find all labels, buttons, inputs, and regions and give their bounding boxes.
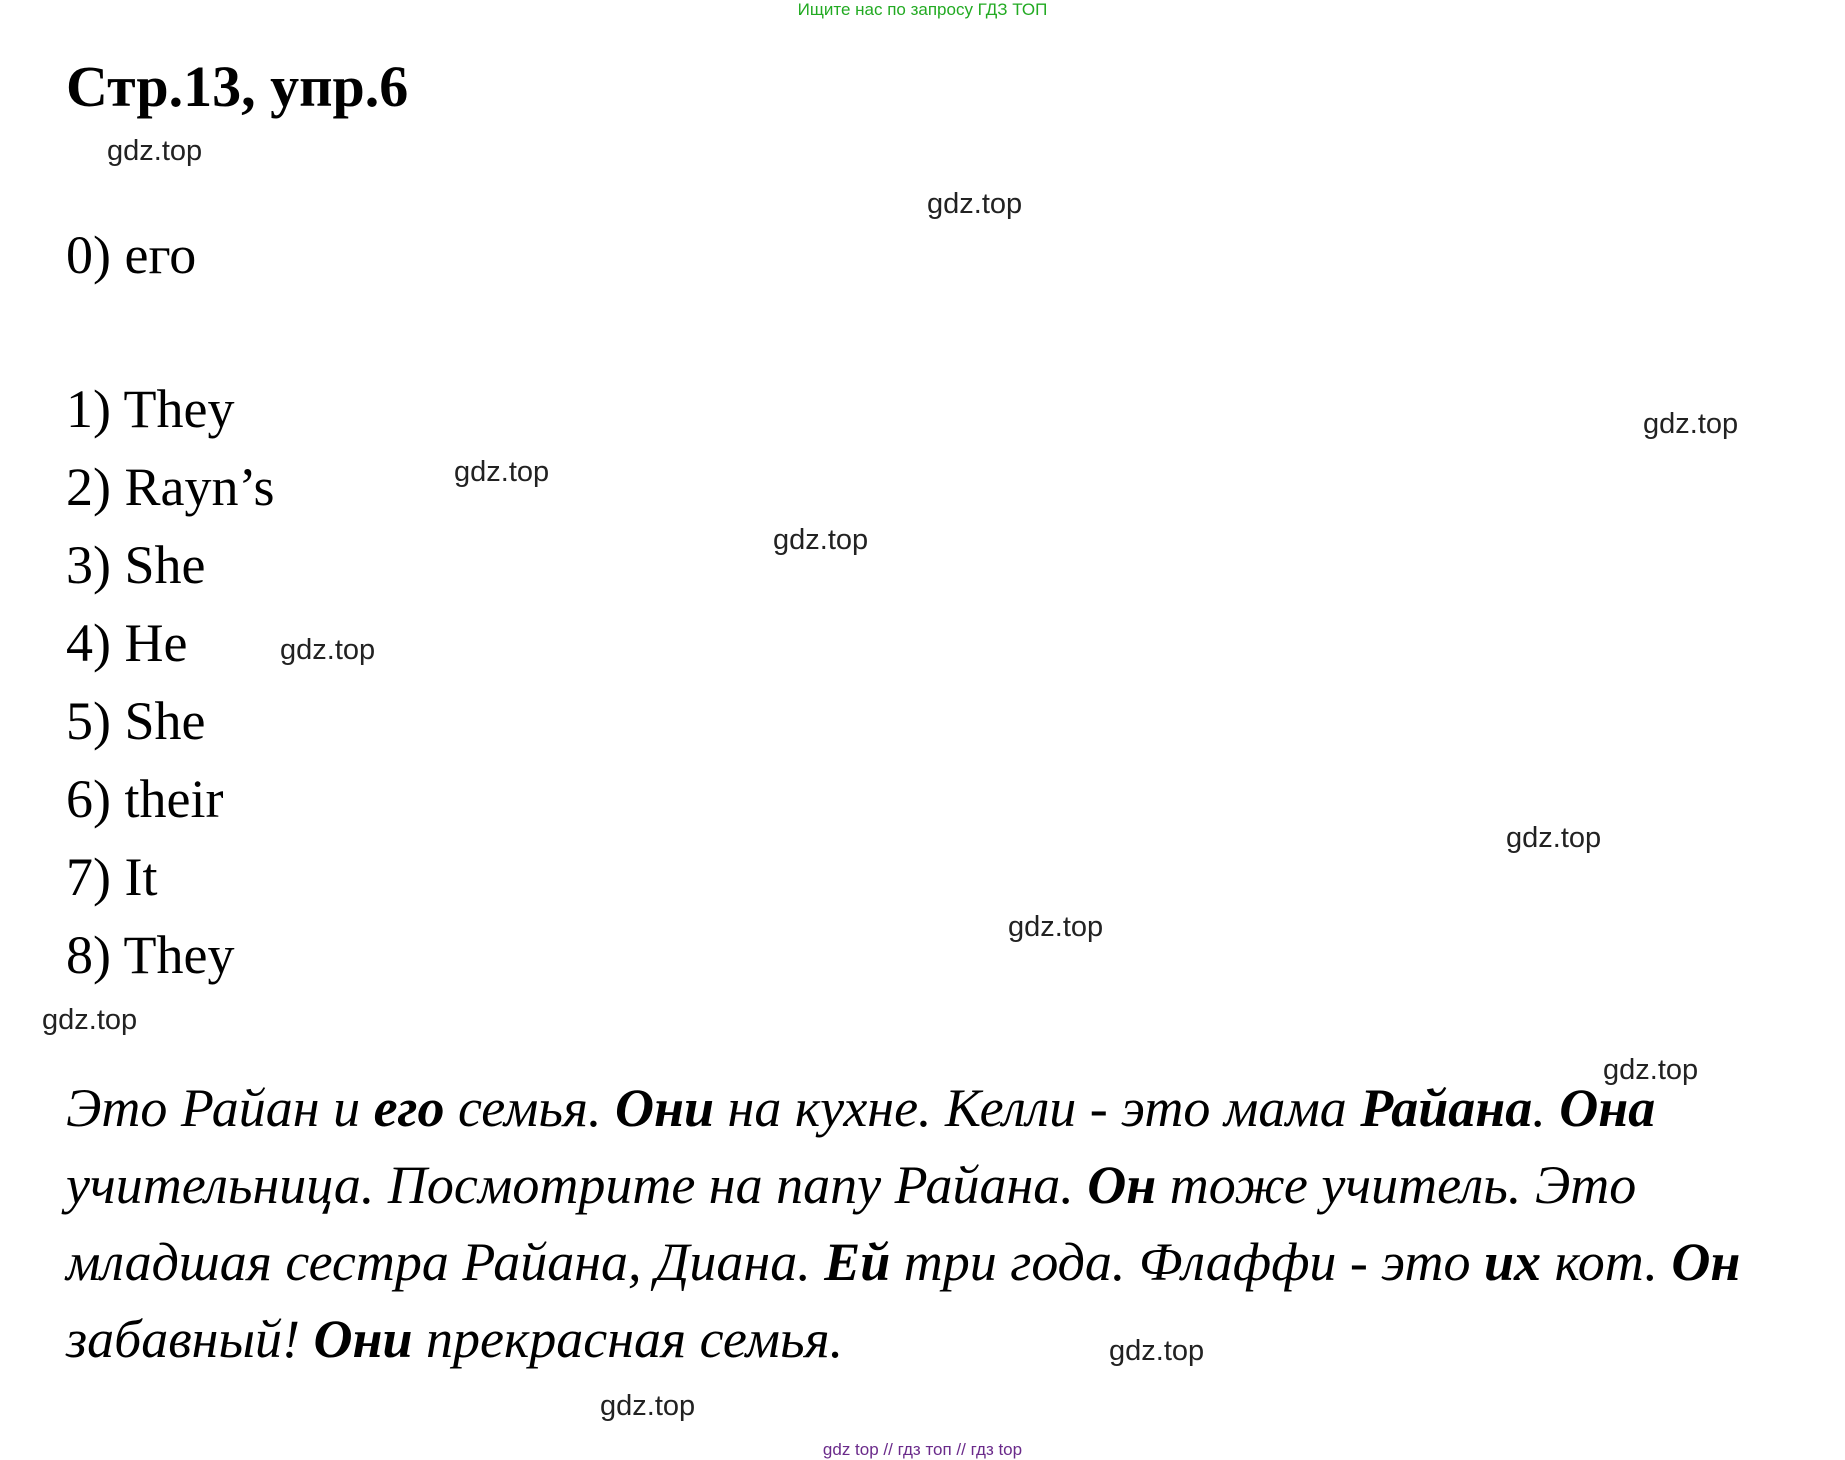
translation-text: на кухне. Келли - это мама [714,1078,1361,1138]
watermark: gdz.top [927,188,1023,220]
highlighted-word: Они [615,1078,715,1138]
translation-text: забавный! [66,1309,314,1369]
watermark: gdz.top [1506,822,1602,854]
answer-item: 8) They [66,925,235,985]
answer-item: 0) его [66,225,197,285]
page-title: Стр.13, упр.6 [66,54,409,119]
highlighted-word: Она [1559,1078,1656,1138]
answer-item: 4) He [66,613,188,673]
translation-text: прекрасная семья. [412,1309,844,1369]
translation-text: Это Райан и [66,1078,374,1138]
footer-links[interactable]: gdz top // гдз топ // гдз top [822,1440,1023,1459]
highlighted-word: Ей [824,1232,891,1292]
answer-item: 2) Rayn’s [66,457,275,517]
watermark: gdz.top [600,1390,696,1422]
highlighted-word: его [373,1078,445,1138]
top-banner[interactable]: Ищите нас по запросу ГДЗ ТОП [797,0,1048,19]
translation-text: три года. Флаффи - это [890,1232,1485,1292]
highlighted-word: Он [1671,1232,1741,1292]
translation-paragraph [66,1070,1826,1378]
answer-item: 5) She [66,691,206,751]
watermark: gdz.top [280,634,376,666]
watermark: gdz.top [1603,1054,1699,1086]
highlighted-word: Райана [1360,1078,1533,1138]
translation-text: семья. [444,1078,616,1138]
answer-item: 3) She [66,535,206,595]
watermark: gdz.top [107,135,203,167]
translation-text: . [1532,1078,1560,1138]
highlighted-word: Они [313,1309,413,1369]
answer-item: 6) their [66,769,224,829]
watermark: gdz.top [454,456,550,488]
watermark: gdz.top [1643,408,1739,440]
watermark: gdz.top [1109,1335,1205,1367]
translation-text: учительница. Посмотрите на папу Райана. [66,1155,1088,1215]
highlighted-word: их [1484,1232,1542,1292]
watermark: gdz.top [1008,911,1104,943]
answer-item: 7) It [66,847,158,907]
watermark: gdz.top [42,1004,138,1036]
highlighted-word: Он [1087,1155,1157,1215]
watermark: gdz.top [773,524,869,556]
translation-text: тоже учитель. Это младшая сестра Райана, Диана. [66,1155,1637,1292]
translation-text: кот. [1541,1232,1672,1292]
answer-item: 1) They [66,379,235,439]
